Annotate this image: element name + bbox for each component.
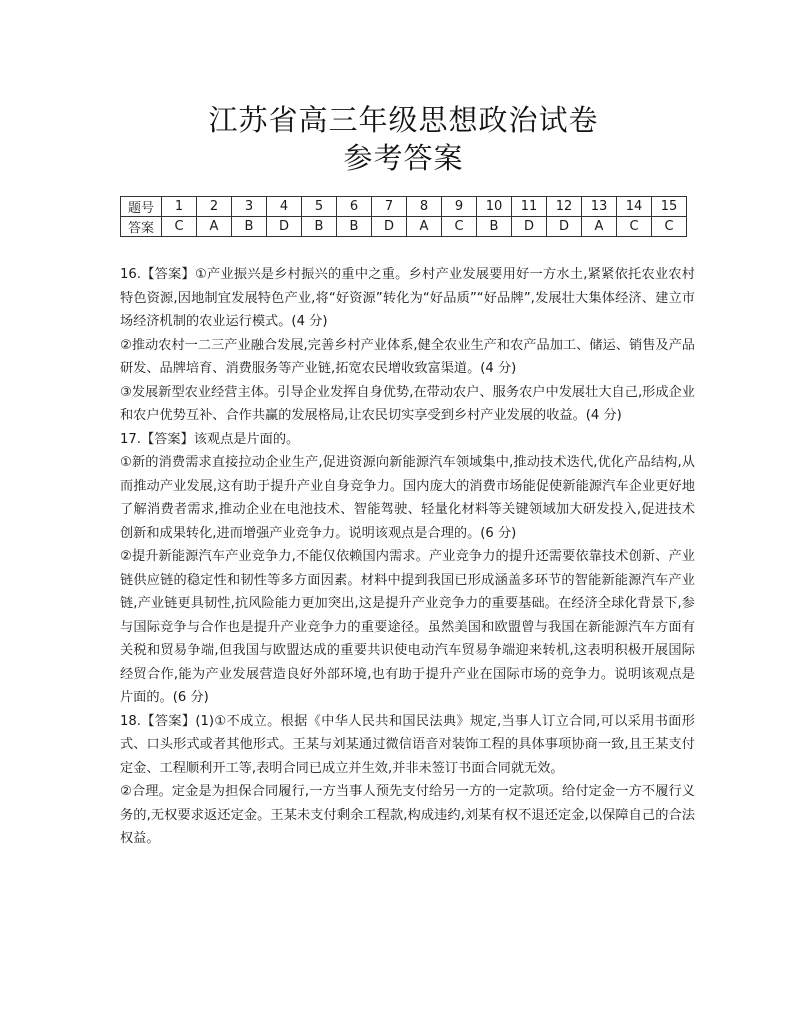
answer-16-paragraph-2: ②推动农村一二三产业融合发展,完善乡村产业体系,健全农业生产和农产品加工、储运、销售及产品研发、品牌培育、消费服务等产业链,拓宽农民增收致富渠道。(4 分) — [120, 337, 695, 376]
document-subtitle: 参考答案 — [343, 141, 464, 175]
answer-cell: A — [407, 217, 442, 237]
answer-16-paragraph-3: ③发展新型农业经营主体。引导企业发挥自身优势,在带动农户、服务农户中发展壮大自己,形成企业和农户优势互补、合作共赢的发展格局,让农民切实享受到乡村产业发展的收益。(4 分) — [120, 384, 695, 423]
question-number: 10 — [477, 197, 512, 217]
answer-cell: A — [582, 217, 617, 237]
answer-17-paragraph-2: ②提升新能源汽车产业竞争力,不能仅依赖国内需求。产业竞争力的提升还需要依靠技术创新、产业链供应链的稳定性和韧性等多方面因素。材料中提到我国已形成涵盖多环节的智能新能源汽车产业链,产业链更具韧性,抗风险能力更加突出,这是提升产业竞争力的重要基础。在经济全球化背景下,参与国际竞争与合作也是提升产业竞争力的重要途径。虽然美国和欧盟曾与我国在新能源汽车方面有关税和贸易争端,但我国与欧盟达成的重要共识使电动汽车贸易争端迎来转机,这表明积极开展国际经贸合作,能为产业发展营造良好外部环境,也有助于提升产业在国际市场的竞争力。说明该观点是片面的。(6 分) — [120, 549, 695, 705]
question-number: 11 — [512, 197, 547, 217]
question-number: 13 — [582, 197, 617, 217]
answer-cell: B — [337, 217, 372, 237]
question-number: 7 — [372, 197, 407, 217]
answer-17-paragraph-1: ①新的消费需求直接拉动企业生产,促进资源向新能源汽车领域集中,推动技术迭代,优化产品结构,从而推动产业发展,这有助于提升产业自身竞争力。国内庞大的消费市场能促使新能源汽车企业更好地了解消费者需求,推动企业在电池技术、智能驾驶、轻量化材料等关键领域加大研发投入,促进技术创新和成果转化,进而增强产业竞争力。说明该观点是合理的。(6 分) — [120, 455, 695, 541]
answer-cell: B — [477, 217, 512, 237]
question-number: 3 — [232, 197, 267, 217]
answer-table-number-row — [121, 197, 687, 217]
question-number: 5 — [302, 197, 337, 217]
answer-cell: D — [372, 217, 407, 237]
number-row-label: 题号 — [121, 197, 162, 217]
answer-cell: A — [197, 217, 232, 237]
answer-18-paragraph-2: ②合理。定金是为担保合同履行,一方当事人预先支付给另一方的一定款项。给付定金一方不履行义务的,无权要求返还定金。王某未支付剩余工程款,构成违约,刘某有权不退还定金,以保障自己的合法权益。 — [120, 784, 695, 846]
question-number: 15 — [652, 197, 687, 217]
question-number: 14 — [617, 197, 652, 217]
answer-18-paragraph-1: 18.【答案】(1)①不成立。根据《中华人民共和国民法典》规定,当事人订立合同,可以采用书面形式、口头形式或者其他形式。王某与刘某通过微信语音对装饰工程的具体事项协商一致,且王某支付定金、工程顺利开工等,表明合同已成立并生效,并非未签订书面合同就无效。 — [120, 713, 695, 776]
question-number: 2 — [197, 197, 232, 217]
question-number: 1 — [162, 197, 197, 217]
answer-table-answer-row — [121, 217, 687, 237]
answer-table — [120, 196, 687, 237]
answer-cell: C — [442, 217, 477, 237]
answer-16-paragraph-1: 16.【答案】①产业振兴是乡村振兴的重中之重。乡村产业发展要用好一方水土,紧紧依托农业农村特色资源,因地制宜发展特色产业,将“好资源”转化为“好品质”“好品牌”,发展壮大集体经济、建立市场经济机制的农业运行模式。(4 分) — [120, 267, 695, 329]
answer-17-heading: 17.【答案】该观点是片面的。 — [120, 431, 300, 447]
answer-cell: B — [232, 217, 267, 237]
answer-cell: D — [512, 217, 547, 237]
answer-explanations — [120, 263, 695, 851]
question-number: 4 — [267, 197, 302, 217]
answer-cell: D — [547, 217, 582, 237]
question-number: 6 — [337, 197, 372, 217]
question-number: 8 — [407, 197, 442, 217]
answer-cell: D — [267, 217, 302, 237]
answer-cell: B — [302, 217, 337, 237]
question-number: 9 — [442, 197, 477, 217]
answer-cell: C — [652, 217, 687, 237]
answer-cell: C — [617, 217, 652, 237]
answer-cell: C — [162, 217, 197, 237]
question-number: 12 — [547, 197, 582, 217]
document-title: 江苏省高三年级思想政治试卷 — [208, 103, 599, 137]
answer-row-label: 答案 — [121, 217, 162, 237]
